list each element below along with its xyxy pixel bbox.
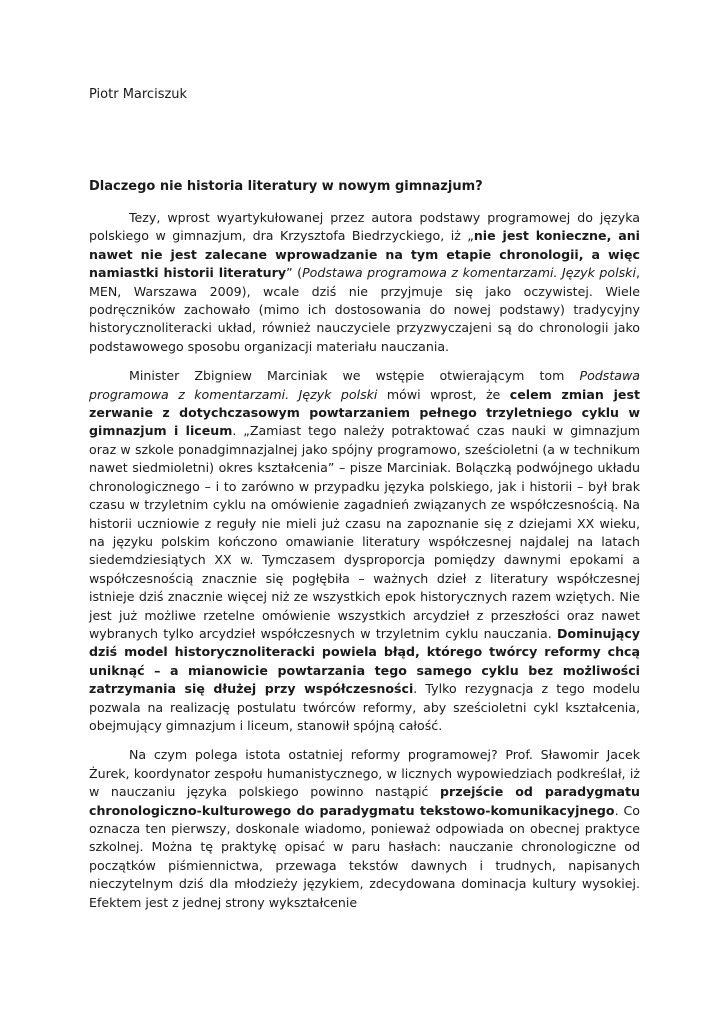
text-run: . Co oznacza ten pierwszy, doskonale wiadomo, ponieważ odpowiada on obecnej praktyce szkolnej. Można tę praktykę opisać w paru hasłach: nauczanie chronologiczne od początków piśmiennictwa, przewaga tekstów dawnych i trudnych, napisanych nieczytelnym dziś dla młodzieży językiem, zdecydowana dominacja kultury wysokiej. Efektem jest z jednej strony wykształcenie — [89, 802, 640, 910]
author-name: Piotr Marciszuk — [89, 87, 188, 102]
text-run: mówi wprost, że — [377, 386, 510, 402]
text-run: . Tylko rezygnacja z tego modelu pozwala na realizację postulatu twórców reformy, aby sześcioletni cykl kształcenia, obejmujący gimnazjum i liceum, stanowił spójną całość. — [89, 681, 640, 733]
paragraph — [89, 746, 640, 912]
text-run: Minister Zbigniew Marciniak we wstępie otwierającym tom — [129, 368, 580, 384]
bold-text-run: Dominujący dziś model historycznoliteracki powiela błąd, którego twórcy reformy chcą uniknąć – a mianowicie powtarzania tego samego cyklu bez możliwości zatrzymania się dłużej przy współczesności — [89, 625, 640, 697]
paragraph — [89, 209, 640, 356]
article-body — [89, 209, 640, 923]
italic-text-run: Podstawa programowa z komentarzami. Język polski — [89, 368, 640, 402]
bold-text-run: celem zmian jest zerwanie z dotychczasowym powtarzaniem pełnego trzyletniego cyklu w gimnazjum i liceum — [89, 386, 640, 439]
paragraph — [89, 367, 640, 735]
bold-text-run: nie jest konieczne, ani nawet nie jest zalecane wprowadzanie na tym etapie chronologii, a więc namiastki historii literatury — [89, 228, 640, 281]
text-run: Tezy, wprost wyartykułowanej przez autora podstawy programowej do języka polskiego w gimnazjum, dra Krzysztofa Biedrzyckiego, iż „ — [89, 210, 640, 244]
bold-text-run: przejście od paradygmatu chronologiczno-kulturowego do paradygmatu tekstowo-komunikacyjnego — [89, 784, 640, 818]
text-run: Na czym polega istota ostatniej reformy programowej? Prof. Sławomir Jacek Żurek, koordynator zespołu humanistycznego, w licznych wypowiedziach podkreślał, iż w nauczaniu języka polskiego powinno nastąpić — [89, 747, 640, 800]
italic-text-run: Podstawa programowa z komentarzami. Język polski — [302, 265, 636, 281]
text-run: ” ( — [286, 265, 303, 281]
text-run: , MEN, Warszawa 2009), wcale dziś nie przyjmuje się jako oczywistej. Wiele podręczników zachowało (mimo ich dostosowania do nowej podstawy) tradycyjny historycznoliteracki układ, również nauczyciele przyzwyczajeni są do chronologii jako podstawowego sposobu organizacji materiału nauczania. — [89, 265, 640, 354]
article-title: Dlaczego nie historia literatury w nowym gimnazjum? — [89, 179, 483, 194]
text-run: . „Zamiast tego należy potraktować czas nauki w gimnazjum oraz w szkole ponadgimnazjalnej jako spójny programowo, sześcioletni (a w technikum nawet siedmioletni) okres kształcenia” – pisze Marciniak. Bolączką podwójnego układu chronologicznego – i to zarówno w przypadku języka polskiego, jak i historii – był brak czasu w trzyletnim cyklu na omówienie zagadnień związanych ze współczesnością. Na historii uczniowie z reguły nie mieli już czasu na zapoznanie się z dziejami XX wieku, na języku polskim kończono omawianie literatury współczesnej najdalej na latach siedemdziesiątych XX w. Tymczasem dysproporcja pomiędzy dawnymi epokami a współczesnością znacznie się pogłębiła – ważnych dzieł z literatury współczesnej istnieje dziś znacznie więcej niż ze wszystkich epok historycznych razem wziętych. Nie jest już możliwe rzetelne omówienie wszystkich arcydzieł z przeszłości oraz nawet wybranych tylko arcydzieł współczesnych w trzyletnim cyklu nauczania. — [89, 423, 641, 641]
